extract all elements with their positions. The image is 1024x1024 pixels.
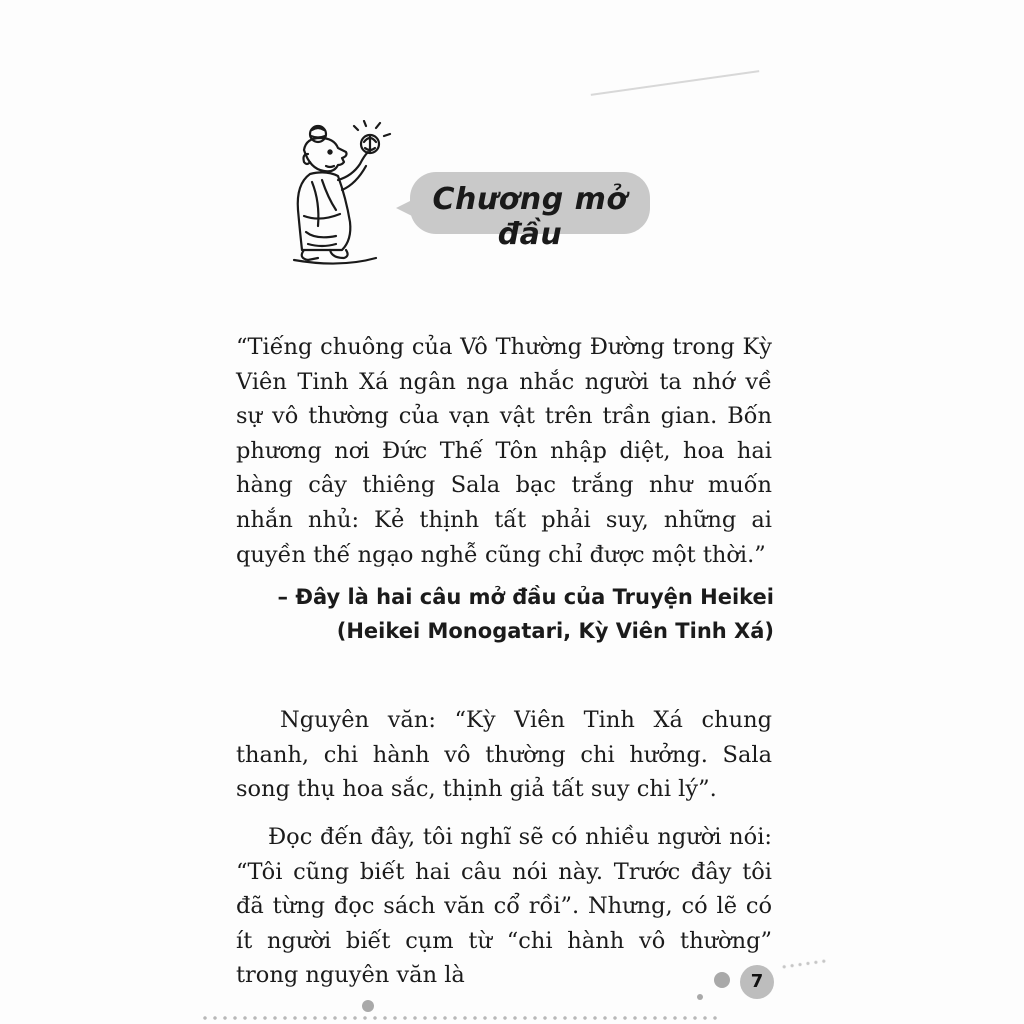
quote-attribution [278, 580, 774, 648]
decorative-dot [714, 972, 730, 988]
attribution-line-2: (Heikei Monogatari, Kỳ Viên Tinh Xá) [336, 619, 774, 643]
chapter-title-bubble [410, 172, 650, 252]
paragraph-original-text: Nguyên văn: “Kỳ Viên Tinh Xá chung thanh, chi hành vô thường chi hưởng. Sala song thụ hoa sắc, thịnh giả tất suy chi lý”. [236, 707, 772, 803]
paragraph-commentary: Đọc đến đây, tôi nghĩ sẽ có nhiều người nói: “Tôi cũng biết hai câu nói này. Trước đây tôi đã từng đọc sách văn cổ rồi”. Nhưng, có lẽ có ít người biết cụm từ “chi hành vô thường” trong nguyên văn là [236, 824, 772, 989]
page-number: 7 [740, 965, 774, 999]
attribution-line-1: – Đây là hai câu mở đầu của Truyện Heikei [277, 585, 774, 609]
decorative-dots [200, 1016, 720, 1020]
decorative-dot [697, 994, 703, 1000]
decorative-dot [362, 1000, 374, 1012]
decorative-dots [780, 959, 828, 970]
monk-holding-lotus-icon [290, 120, 400, 270]
opening-quote: “Tiếng chuông của Vô Thường Đường trong Kỳ Viên Tinh Xá ngân nga nhắc người ta nhớ về sự vô thường của vạn vật trên trần gian. Bốn phương nơi Đức Thế Tôn nhập diệt, hoa hai hàng cây thiêng Sala bạc trắng như muốn nhắn nhủ: Kẻ thịnh tất phải suy, những ai quyền thế ngạo nghễ cũng chỉ được một thời.” [236, 334, 772, 568]
chapter-header [290, 120, 690, 270]
chapter-title: Chương mở đầu [432, 182, 628, 252]
bleed-through-mark [591, 70, 760, 96]
